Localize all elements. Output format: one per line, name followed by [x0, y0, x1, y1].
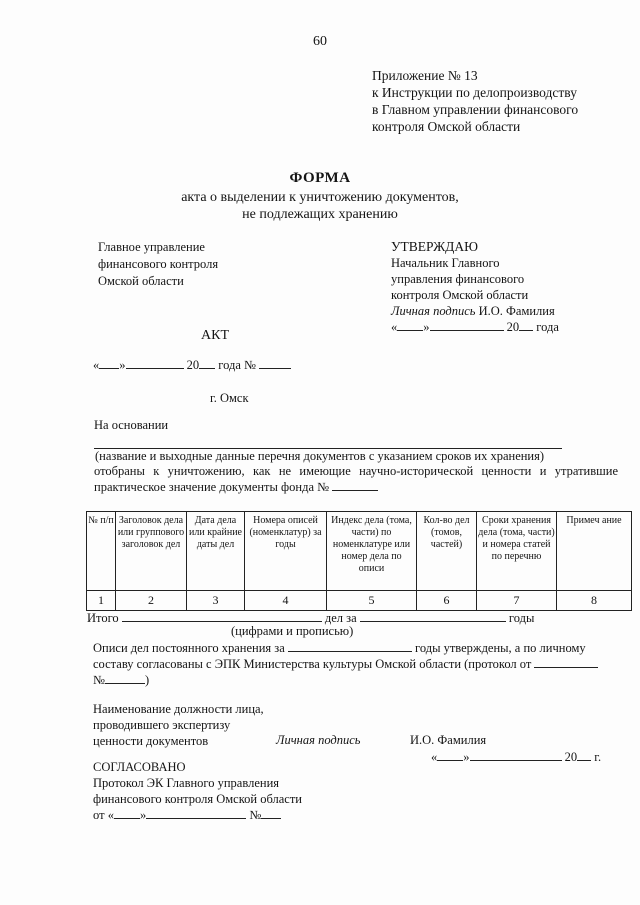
agreed-title: СОГЛАСОВАНО: [93, 760, 186, 774]
signer-name: И.О. Фамилия: [478, 304, 555, 318]
totals-count-blank: [122, 610, 322, 622]
signer-name: И.О. Фамилия: [410, 733, 487, 747]
year-prefix: 20: [186, 358, 200, 372]
inventory-line-3: [93, 672, 149, 688]
fond-number-blank: [332, 479, 378, 491]
year-suffix: г.: [594, 750, 602, 764]
year-suffix: года: [536, 320, 559, 334]
paren-close: ): [144, 673, 150, 687]
documents-table: [86, 511, 632, 611]
number-blank: [261, 807, 281, 819]
inventory-text: составу согласованы с ЭПК Министерства культуры Омской области (протокол от: [93, 657, 532, 671]
month-blank: [146, 807, 246, 819]
day-blank: [99, 357, 119, 369]
signer-position: [93, 701, 264, 749]
quote-open: «: [107, 808, 114, 822]
organization-name: [98, 239, 218, 290]
quote-close: »: [423, 320, 430, 334]
totals-hint: (цифрами и прописью): [231, 624, 354, 638]
agreed-date-row: [93, 807, 302, 823]
table-header-cell: Дата дела или крайние даты дел: [187, 512, 245, 591]
day-blank: [114, 807, 140, 819]
act-number-label: года №: [218, 358, 256, 372]
column-number: 3: [187, 591, 245, 611]
day-blank: [437, 749, 463, 761]
act-title: АКТ: [201, 328, 229, 343]
totals-del-za: дел за: [324, 611, 357, 625]
basis-text: [94, 463, 618, 495]
signature-placeholder: Личная подпись: [391, 304, 476, 318]
year-blank: [577, 749, 591, 761]
column-number: 5: [327, 591, 417, 611]
quote-close: »: [139, 808, 147, 822]
agreed-line: Протокол ЭК Главного управления: [93, 776, 280, 790]
year-prefix: 20: [564, 750, 578, 764]
approve-line: контроля Омской области: [391, 288, 529, 302]
agreed-block: [93, 759, 302, 823]
signer-line: ценности документов: [93, 734, 209, 748]
form-subtitle-line: не подлежащих хранению: [242, 207, 398, 222]
quote-open: «: [391, 320, 398, 334]
basis-label: На основании: [94, 418, 169, 432]
column-number: 6: [417, 591, 477, 611]
org-line: финансового контроля: [98, 257, 219, 271]
approve-line: Начальник Главного: [391, 256, 500, 270]
table-header-cell: Сроки хранения дела (тома, части) и номера статей по перечню: [477, 512, 557, 591]
approve-line: управления финансового: [391, 272, 525, 286]
totals-years-blank: [360, 610, 506, 622]
approval-block: [391, 239, 559, 335]
totals-gody: годы: [508, 611, 535, 625]
org-line: Омской области: [98, 274, 184, 288]
month-blank: [430, 319, 504, 331]
table-header-cell: Номера описей (номенклатур) за годы: [245, 512, 327, 591]
column-number: 7: [477, 591, 557, 611]
totals-label: Итого: [87, 611, 119, 625]
approve-date-row: [391, 319, 559, 335]
column-number: 2: [116, 591, 187, 611]
page-number: 60: [313, 34, 327, 49]
act-date-row: [93, 357, 291, 373]
table-header-cell: № п/п: [87, 512, 116, 591]
table-header-cell: Индекс дела (тома, части) по номенклатуре или номер дела по описи: [327, 512, 417, 591]
table-header-cell: Примеч ание: [557, 512, 632, 591]
approve-title: УТВЕРЖДАЮ: [391, 239, 479, 254]
number-label: №: [249, 808, 262, 822]
inventory-years-blank: [288, 640, 412, 652]
year-blank: [199, 357, 215, 369]
inventory-text: Описи дел постоянного хранения за: [93, 641, 285, 655]
inventory-line-1: [93, 640, 586, 656]
column-number: 8: [557, 591, 632, 611]
protocol-number-label: №: [93, 673, 105, 687]
from-label: от: [93, 808, 105, 822]
protocol-date-blank: [534, 656, 598, 668]
signer-line: Наименование должности лица,: [93, 702, 264, 716]
act-city: г. Омск: [210, 391, 249, 405]
inventory-text: годы утверждены, а по личному: [415, 641, 586, 655]
inventory-line-2: [93, 656, 598, 672]
appendix-line: контроля Омской области: [372, 119, 521, 134]
quote-close: »: [463, 750, 470, 764]
signature-placeholder: Личная подпись: [276, 733, 361, 747]
table-row: [87, 591, 632, 611]
month-blank: [470, 749, 562, 761]
column-number: 1: [87, 591, 116, 611]
year-prefix: 20: [506, 320, 520, 334]
appendix-line: к Инструкции по делопроизводству: [372, 85, 577, 100]
basis-text-content: отобраны к уничтожению, как не имеющие научно-исторической ценности и утратившие практическое значение документы фонда №: [94, 464, 618, 494]
appendix-line: Приложение № 13: [372, 68, 478, 83]
signer-date-row: [431, 749, 601, 765]
table-header-cell: Кол-во дел (томов, частей): [417, 512, 477, 591]
basis-hint: (название и выходные данные перечня документов с указанием сроков их хранения): [95, 449, 545, 463]
quote-open: «: [431, 750, 438, 764]
appendix-note: [372, 67, 578, 135]
agreed-line: финансового контроля Омской области: [93, 792, 302, 806]
form-subtitle: [0, 189, 640, 223]
appendix-line: в Главном управлении финансового: [372, 102, 579, 117]
form-subtitle-line: акта о выделении к уничтожению документов,: [181, 190, 459, 205]
table-header-cell: Заголовок дела или группового заголовок дел: [116, 512, 187, 591]
month-blank: [126, 357, 184, 369]
quote-close: »: [119, 358, 126, 372]
table-header-row: [87, 512, 632, 591]
year-blank: [519, 319, 533, 331]
day-blank: [397, 319, 423, 331]
org-line: Главное управление: [98, 240, 205, 254]
act-number-blank: [259, 357, 291, 369]
signer-line: проводившего экспертизу: [93, 718, 231, 732]
approve-signature-row: [391, 303, 559, 319]
column-number: 4: [245, 591, 327, 611]
form-title: ФОРМА: [289, 170, 351, 186]
quote-open: «: [93, 358, 100, 372]
protocol-number-blank: [105, 672, 145, 684]
